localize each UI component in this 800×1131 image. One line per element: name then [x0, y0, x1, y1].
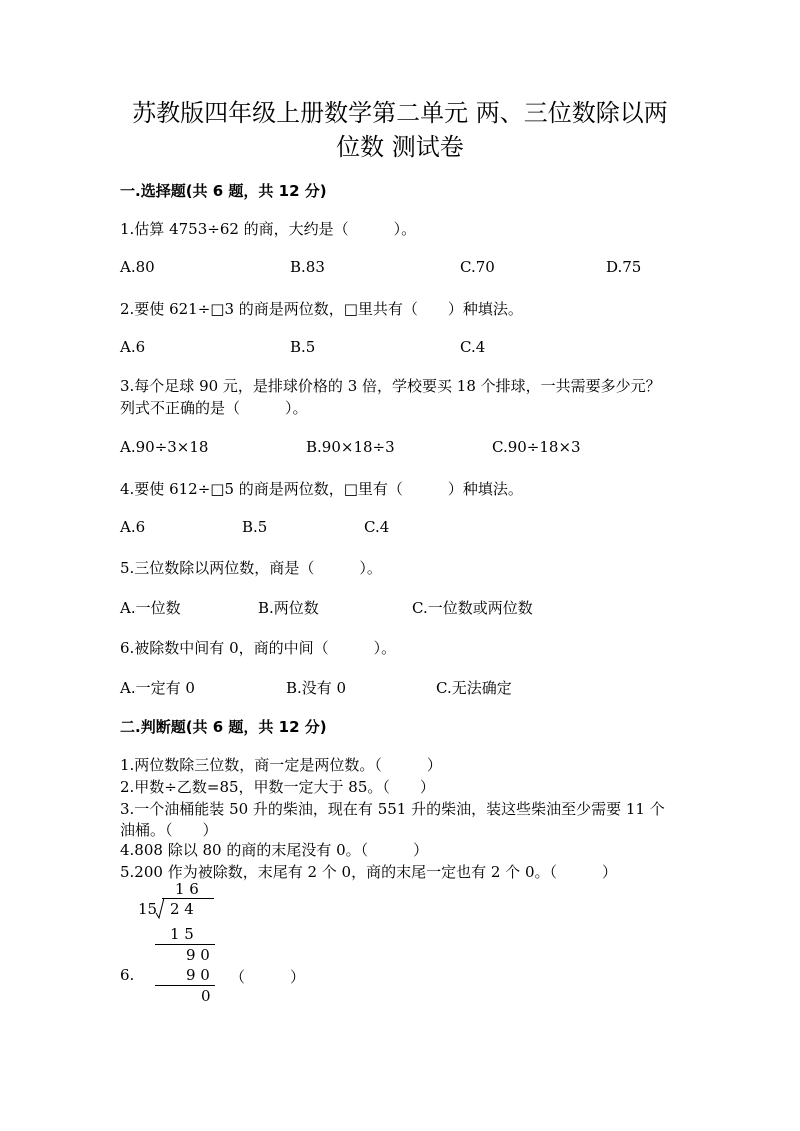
question-4: 4.要使 612÷□5 的商是两位数，□里有（ ）种填法。 — [120, 480, 523, 498]
q6-option-a: A.一定有 0 — [120, 679, 195, 697]
q2-option-c: C.4 — [460, 338, 486, 356]
judgement-item-2: 2.甲数÷乙数=85，甲数一定大于 85。（ ） — [120, 778, 435, 796]
page-title-line-1: 苏教版四年级上册数学第二单元 两、三位数除以两 — [132, 99, 668, 127]
long-division-step-1: 1 5 — [170, 925, 194, 943]
q5-option-b: B.两位数 — [258, 599, 319, 617]
long-division-line-2 — [155, 985, 215, 986]
q1-option-a: A.80 — [120, 258, 155, 276]
question-5: 5.三位数除以两位数，商是（ ）。 — [120, 559, 382, 577]
long-division-dividend: 2 4 — [170, 900, 194, 918]
q3-option-c: C.90÷18×3 — [492, 438, 581, 456]
judgement-item-6-blank: （ ） — [230, 968, 306, 986]
q4-option-c: C.4 — [364, 518, 390, 536]
page-title-line-2: 位数 测试卷 — [336, 133, 464, 161]
question-2: 2.要使 621÷□3 的商是两位数，□里共有（ ）种填法。 — [120, 300, 523, 318]
long-division-bracket — [155, 897, 165, 919]
question-6: 6.被除数中间有 0，商的中间（ ）。 — [120, 639, 397, 657]
section-2-heading: 二.判断题(共 6 题，共 12 分) — [120, 718, 327, 736]
q6-option-b: B.没有 0 — [286, 679, 347, 697]
judgement-item-4: 4.808 除以 80 的商的末尾没有 0。（ ） — [120, 841, 429, 859]
q1-option-d: D.75 — [606, 258, 642, 276]
q4-option-a: A.6 — [120, 518, 146, 536]
question-3: 3.每个足球 90 元，是排球价格的 3 倍，学校要买 18 个排球，一共需要多少元？列式不正确的是（ ）。 — [120, 377, 661, 417]
judgement-item-6-number: 6. — [120, 966, 135, 984]
q5-option-a: A.一位数 — [120, 599, 181, 617]
question-1: 1.估算 4753÷62 的商，大约是（ ）。 — [120, 220, 417, 238]
q3-option-b: B.90×18÷3 — [306, 438, 395, 456]
q1-option-b: B.83 — [290, 258, 325, 276]
q5-option-c: C.一位数或两位数 — [412, 599, 533, 617]
q3-option-a: A.90÷3×18 — [120, 438, 209, 456]
judgement-item-5: 5.200 作为被除数，末尾有 2 个 0，商的末尾一定也有 2 个 0。（ ） — [120, 863, 617, 881]
q4-option-b: B.5 — [242, 518, 268, 536]
q1-option-c: C.70 — [460, 258, 495, 276]
q2-option-b: B.5 — [290, 338, 316, 356]
long-division-remainder: 0 — [201, 987, 211, 1005]
long-division-step-2: 9 0 — [186, 946, 210, 964]
long-division-quotient: 1 6 — [175, 880, 199, 898]
long-division-bar — [162, 898, 214, 899]
q6-option-c: C.无法确定 — [436, 679, 512, 697]
q2-option-a: A.6 — [120, 338, 146, 356]
judgement-item-3: 3.一个油桶能装 50 升的柴油，现在有 551 升的柴油，装这些柴油至少需要 11 个油桶。（ ） — [120, 800, 665, 839]
long-division-step-3: 9 0 — [186, 966, 210, 984]
long-division-line-1 — [155, 944, 215, 945]
page-title — [110, 96, 690, 164]
section-1-heading: 一.选择题(共 6 题，共 12 分) — [120, 182, 327, 200]
long-division-divisor: 15 — [138, 900, 158, 918]
judgement-item-1: 1.两位数除三位数，商一定是两位数。（ ） — [120, 756, 442, 774]
